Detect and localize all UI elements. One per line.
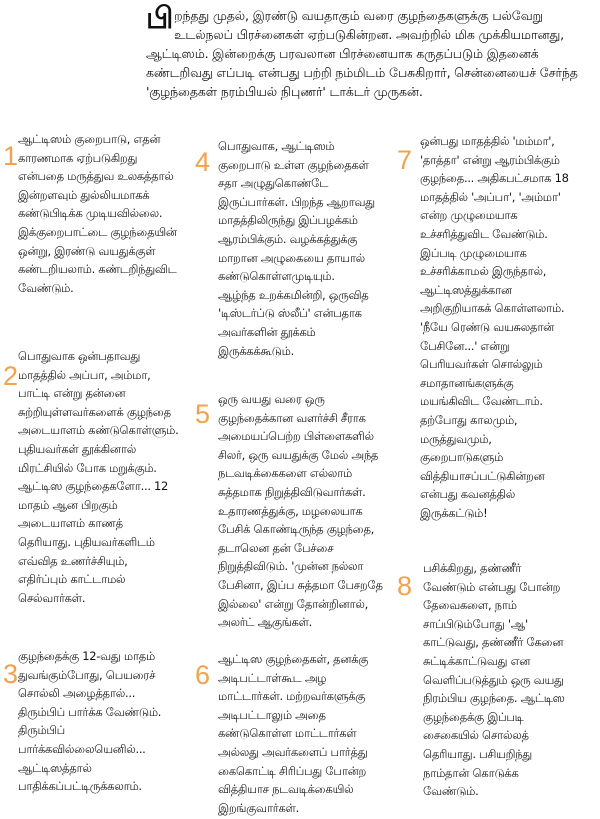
intro-paragraph [146,1,591,101]
item-6-text: ஆட்டிஸ குழந்தைகள், தனக்கு அடிபட்டாள்கூட அழ மாட்டார்கள். மற்றவர்களுக்கு அடிபட்டாலும் அதை கண்டுகொள்ள மாட்டார்கள் அல்லது அவர்களைப் பார்த்து கைகொட்டி சிரிப்பது போன்ற வித்தியாச நடவடிக்கையில் இறங்குவார்கள். [218,652,369,815]
item-7-number: 7 [397,145,413,175]
item-8-number: 8 [397,571,413,601]
item-2-text: பொதுவாக ஒன்பதாவது மாதத்தில் அப்பா, அம்மா, பாட்டி என்று தன்னை சுற்றியுள்ளவர்களைக் குழந்தை அடையாளம் கண்டுகொள்ளும். புதியவர்கள் தூக்கினால் மிரட்சியில் போக மறுக்கும். ஆட்டிஸ குழந்தைகளோ... 12 மாதம் ஆன பிறகும் அடையாளம் காணத் தெரியாது. புதியவர்களிடம் எவ்வித உணர்ச்சியும், எதிர்ப்பும் காட்டாமல் செல்வார்கள். [18,349,179,605]
item-1-number: 1 [3,141,19,171]
item-2-number: 2 [3,361,19,391]
intro-text: றந்தது முதல், இரண்டு வயதாகும் வரை குழந்தைகளுக்கு பல்வேறு உடல்நலப் பிரச்னைகள் ஏற்படுகின்றன. அவற்றில் மிக முக்கியமானது, ஆட்டிஸம். இன்றைக்கு பரவலான பிரச்னையாக கருதப்படும் இதனைக் கண்டறிவது எப்படி என்பது பற்றி நம்மிடம் பேசுகிறார், சென்னையைச் சேர்ந்த 'குழந்தைகள் நரம்பியல் நிபுணர்' டாக்டர் முருகன். [146,8,578,99]
item-6-number: 6 [195,660,211,690]
item-7-text: ஒன்பது மாதத்தில் 'மம்மா', 'தாத்தா' என்று ஆரம்பிக்கும் குழந்தை... அதிகபட்சமாக 18 மாதத்தில் 'அப்பா', 'அம்மா' என்ற முழுமையாக உச்சரித்துவிட வேண்டும். இப்படி முழுமையாக உச்சரிக்காமல் இருந்தால், ஆட்டிஸத்துக்கான அறிகுறியாகக் கொள்ளலாம். 'நீயே ரெண்டு வயசுலதான் பேசினே...' என்று பெரியவர்கள் சொல்லும் சமாதானங்களுக்கு மயங்கிவிட வேண்டாம். தற்போது காலமும், மருத்துவமும், குறைபாடுகளும் வித்தியாசப்பட்டுகின்றன என்பது கவனத்தில் இருக்கட்டும்! [420,134,569,520]
item-3-text: குழந்தைக்கு 12-வது மாதம் துவங்கும்போது, பெயரைச் சொல்லி அழைத்தால்... திரும்பிப் பார்க்க வேண்டும். திரும்பிப் பார்க்கவில்லையெனில்... ஆட்டிஸத்தால் பாதிக்கப்பட்டிருக்கலாம். [18,649,162,794]
intro-dropcap: பி [146,1,174,36]
item-5-text: ஒரு வயது வரை ஒரு குழந்தைக்கான வளர்ச்சி சீராக அமையப்பெற்ற பிள்ளைகளில் சிலர், ஒரு வயதுக்கு மேல் அந்த நடவடிக்கைகளை எல்லாம் சுத்தமாக நிறுத்திவிடுவார்கள். உதாரணத்துக்கு, மழலையாக பேசிக் கொண்டிருந்த குழந்தை, தடாலென தன் பேச்சை நிறுத்திவிடும். 'முன்ன நல்லா பேசினா, இப்ப சுத்தமா பேசறதே இல்லை' என்று தோன்றினால், அலர்ட் ஆகுங்கள். [218,392,383,630]
item-5-number: 5 [195,399,211,429]
item-3-number: 3 [3,659,19,689]
item-8-text: பசிக்கிறது, தண்ணீர் வேண்டும் என்பது போன்ற தேவைகளை, நாம் சாப்பிடும்போது 'ஆ' காட்டுவது, தண்ணீர் கேனை சுட்டிக்காட்டுவது என வெளிப்படுத்தும் ஒரு வயது நிரம்பிய குழந்தை. ஆட்டிஸ குழந்தைக்கு இப்படி சைகையில் சொல்லத் தெரியாது. பசியறிந்து நாம்தான் கொடுக்க வேண்டும். [423,561,565,799]
item-4-number: 4 [195,147,211,177]
item-4-text: பொதுவாக, ஆட்டிஸம் குறைபாடு உள்ள குழந்தைகள் சதா அழுதுகொண்டே இருப்பார்கள். பிறந்த ஆறாவது மாதத்திலிருந்து இப்பழக்கம் ஆரம்பிக்கும். வழக்கத்துக்கு மாறான அழுகையை தாயால் கண்டுகொள்ளமுடியும். ஆழ்ந்த உறக்கமின்றி, ஒருவித 'டிஸ்டர்ப்டு ஸ்லீப்' என்பதாக அவர்களின் தூக்கம் இருக்கக்கூடும். [218,139,375,358]
item-1-text: ஆட்டிஸம் குறைபாடு, எதன் காரணமாக ஏற்படுகிறது என்பதை மருத்துவ உலகத்தால் இன்றளவும் துல்லியமாகக் கண்டுபிடிக்க முடியவில்லை. இக்குறைபாட்டை குழந்தையின் ஒன்று, இரண்டு வயதுக்குள் கண்டறியலாம். கண்டறிந்துவிட வேண்டும். [18,132,177,295]
